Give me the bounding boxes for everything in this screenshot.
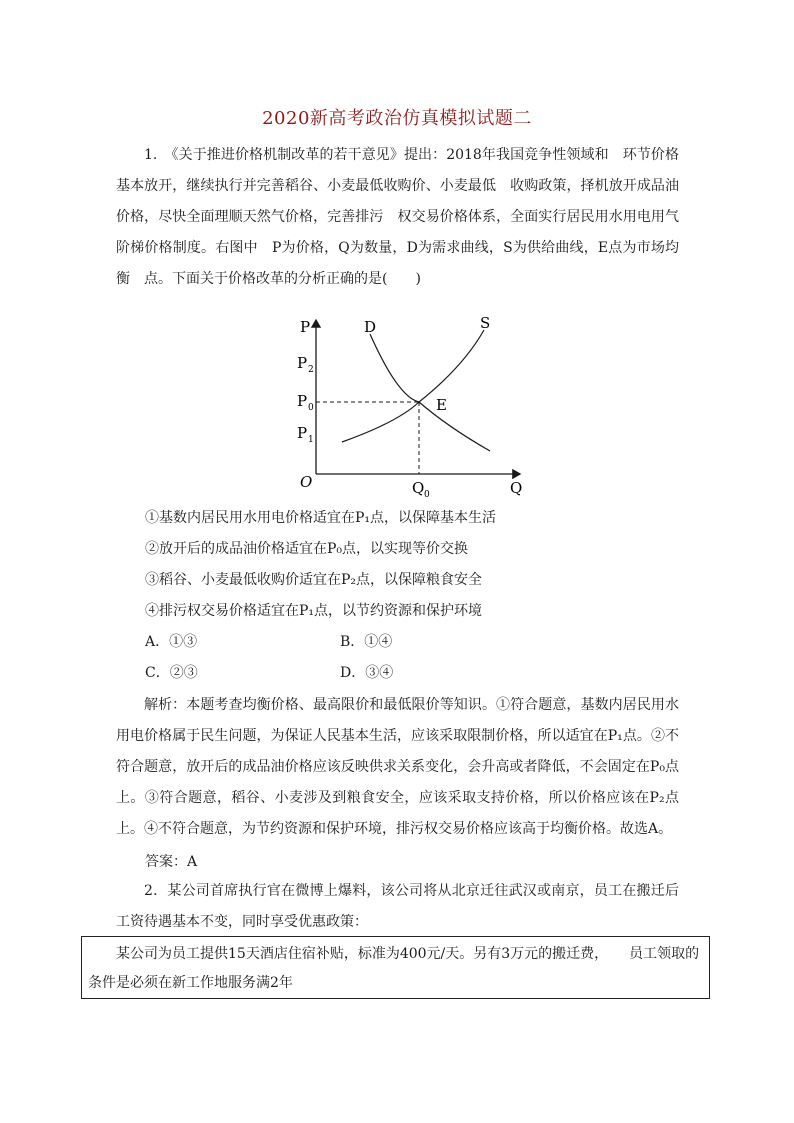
equilibrium-label: E [436, 396, 447, 414]
statement-1: ①基数内居民用水用电价格适宜在P₁点，以保障基本生活 [145, 510, 497, 526]
p1-label: P [297, 424, 308, 442]
p2-subscript: 2 [308, 365, 314, 375]
p0-subscript: 0 [308, 403, 314, 413]
y-axis-label: P [300, 318, 311, 336]
question-1-answer: 答案：A [145, 854, 198, 870]
origin-label: O [300, 473, 313, 491]
q0-subscript: 0 [424, 490, 430, 500]
supply-curve [342, 330, 484, 442]
page-title: 2020新高考政治仿真模拟试题二 [262, 108, 532, 129]
p0-label: P [297, 392, 308, 410]
p2-label: P [297, 354, 308, 372]
p1-subscript: 1 [308, 435, 314, 445]
x-axis-label: Q [510, 479, 523, 497]
option-a: A．①③ [145, 634, 198, 650]
supply-demand-graph [288, 312, 548, 502]
statement-3: ③稻谷、小麦最低收购价适宜在P₂点，以保障粮食安全 [145, 572, 483, 588]
question-1-analysis: 解析：本题考查均衡价格、最高限价和最低限价等知识。①符合题意，基数内居民用水用电价格属于民生问题，为保证人民基本生活，应该采取限制价格，所以适宜在P₁点。②不符合题意，放开后的成品油价格应该反映供求关系变化，会升高或者降低，不会固定在P₀点上。③符合题意，稻谷、小麦涉及到粮食安全，应该采取支持价格，所以价格应该在P₂点上。④不符合题意，为节约资源和保护环境，排污权交易价格应该高于均衡价格。故选A。 [116, 697, 679, 837]
q0-label: Q [412, 479, 425, 497]
option-b: B．①④ [340, 634, 393, 650]
supply-label: S [480, 314, 491, 332]
statement-4: ④排污权交易价格适宜在P₁点，以节约资源和保护环境 [145, 603, 483, 619]
question-1-stem: 1. 《关于推进价格机制改革的若干意见》提出：2018年我国竞争性领域和 环节价格基本放开，继续执行并完善稻谷、小麦最低收购价、小麦最低 收购政策，择机放开成品油价格，尽快全面理顺天然气价格，完善排污 权交易价格体系，全面实行居民用水用电用气阶梯价格制度。右图中 P为价格，Q为数量，D为需求曲线，S为供给曲线，E点为市场均衡 点。下面关于价格改革的分析正确的是( ) [116, 147, 679, 287]
statement-2: ②放开后的成品油价格适宜在P₀点，以实现等价交换 [145, 541, 469, 557]
option-d: D．③④ [340, 665, 394, 681]
option-c: C．②③ [145, 665, 198, 681]
question-2-stem: 2．某公司首席执行官在微博上爆料，该公司将从北京迁往武汉或南京，员工在搬迁后工资待遇基本不变，同时享受优惠政策： [116, 883, 679, 930]
demand-label: D [364, 318, 377, 336]
policy-box: 某公司为员工提供15天酒店住宿补贴，标准为400元/天。另有3万元的搬迁费， 员工领取的条件是必须在新工作地服务满2年 [81, 936, 710, 999]
